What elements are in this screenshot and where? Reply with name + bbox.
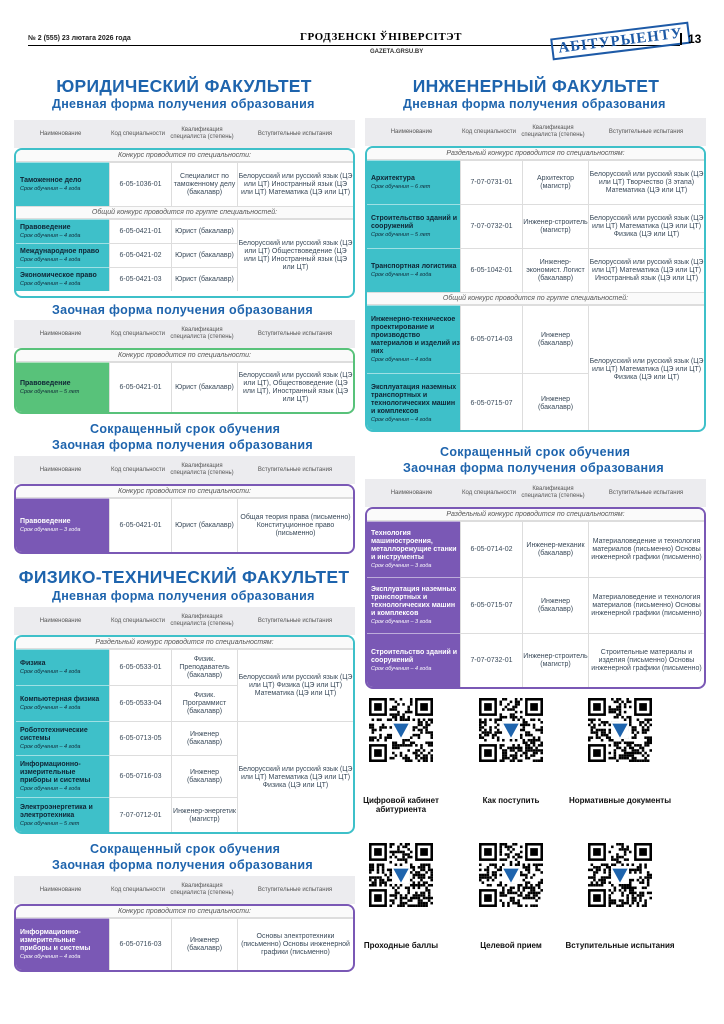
specialty-name: Таможенное дело Срок обучения – 4 года (16, 162, 109, 206)
qualification: Архитектор (магистр) (522, 160, 588, 204)
newspaper-name: ГРОДЗЕНСКІ ЎНІВЕРСІТЭТ (300, 31, 462, 43)
col-qual: Квалификация специалиста (степень) (170, 614, 234, 627)
specialty-name: Экономическое право Срок обучения – 4 года (16, 267, 109, 291)
qr-code[interactable] (588, 843, 652, 907)
qr-label: Цифровой кабинет абитуриента (363, 796, 439, 814)
qualification: Инженер-энергетик (магистр) (171, 797, 237, 833)
table-row (16, 219, 237, 243)
site-url: GAZETA.GRSU.BY (370, 49, 424, 55)
law-correspondence-title: Заочная форма получения образования (52, 303, 313, 317)
specialty-code: 7-07-0732-01 (460, 633, 522, 688)
specialty-name: Правоведение Срок обучения – 4 года (16, 219, 109, 243)
col-code: Код специальности (111, 330, 165, 337)
qualification: Инженер-строитель (магистр) (522, 633, 588, 688)
specialty-code: 6-05-0421-01 (109, 219, 171, 243)
col-name: Наименование (39, 886, 82, 893)
col-qual: Квалификация специалиста (степень) (170, 327, 234, 340)
contest-note: Раздельный конкурс проводится по специальностям: (367, 509, 704, 521)
specialty-code: 6-05-0713-05 (109, 721, 171, 755)
col-name: Наименование (39, 617, 82, 624)
col-name: Наименование (390, 489, 433, 496)
col-qual: Квалификация специалиста (степень) (170, 463, 234, 476)
table-row (16, 498, 353, 553)
specialty-code: 6-05-0715-07 (460, 373, 522, 432)
specialty-name: Эксплуатация наземных транспортных и технологических машин и комплексов Срок обучения – 3 года (367, 577, 460, 633)
table-row (16, 267, 237, 291)
specialty-name: Физика Срок обучения – 4 года (16, 649, 109, 685)
page-header (28, 25, 702, 58)
table-row (16, 685, 237, 721)
specialty-name: Правоведение Срок обучения – 3 года (16, 498, 109, 553)
qr-code[interactable] (479, 843, 543, 907)
table-row (16, 243, 237, 267)
entrance-exams: Основы электротехники (письменно) Основы инженерной графики (письменно) (237, 918, 353, 971)
col-code: Код специальности (462, 128, 516, 135)
eng-correspondence-title: Заочная форма получения образования (403, 461, 664, 475)
table-row (367, 160, 704, 204)
phys-short-table (14, 876, 355, 972)
specialty-code: 6-05-0716-03 (109, 755, 171, 797)
qualification: Инженер (бакалавр) (522, 305, 588, 373)
specialty-name: Правоведение Срок обучения – 5 лет (16, 362, 109, 413)
col-name: Наименование (39, 466, 82, 473)
entrance-exams: Белорусский или русский язык (ЦЭ или ЦТ) Математика (ЦЭ или ЦТ) Физика (ЦЭ или ЦТ) (588, 204, 704, 248)
phys-faculty-title: ФИЗИКО-ТЕХНИЧЕСКИЙ ФАКУЛЬТЕТ (18, 567, 350, 587)
contest-note: Конкурс проводится по специальности: (16, 350, 353, 362)
specialty-code: 6-05-0716-03 (109, 918, 171, 971)
table-row (367, 305, 588, 373)
col-exams: Вступительные испытания (608, 128, 684, 135)
col-exams: Вступительные испытания (257, 130, 333, 137)
table-row (367, 577, 704, 633)
qr-code[interactable] (479, 698, 543, 762)
eng-short-table (365, 479, 706, 689)
phys-day-form-title: Дневная форма получения образования (52, 589, 315, 603)
col-qual: Квалификация специалиста (степень) (170, 883, 234, 896)
entrance-exams: Строительные материалы и изделия (письменно) Основы инженерной графики (письменно) (588, 633, 704, 688)
table-row (16, 721, 237, 755)
table-row (16, 755, 237, 797)
specialty-name: Строительство зданий и сооружений Срок обучения – 4 года (367, 633, 460, 688)
col-exams: Вступительные испытания (257, 330, 333, 337)
eng-faculty-title: ИНЖЕНЕРНЫЙ ФАКУЛЬТЕТ (412, 76, 660, 96)
qualification: Юрист (бакалавр) (171, 267, 237, 291)
qualification: Физик. Преподаватель (бакалавр) (171, 649, 237, 685)
qr-code[interactable] (369, 843, 433, 907)
qualification: Инженер (бакалавр) (171, 918, 237, 971)
contest-note: Конкурс проводится по специальности: (16, 486, 353, 498)
specialty-name: Строительство зданий и сооружений Срок обучения – 5 лет (367, 204, 460, 248)
rubric-stamp: АБІТУРЫЕНТУ (550, 22, 691, 61)
specialty-name: Компьютерная физика Срок обучения – 4 года (16, 685, 109, 721)
entrance-exams: Материаловедение и технология материалов (письменно) Основы инженерной графики (письменно) (588, 521, 704, 577)
entrance-exams: Белорусский или русский язык (ЦЭ или ЦТ) Математика (ЦЭ или ЦТ) Физика (ЦЭ или ЦТ) (237, 721, 353, 833)
eng-day-table (365, 118, 706, 432)
qualification: Физик. Программист (бакалавр) (171, 685, 237, 721)
table-row (367, 373, 588, 432)
page-number: 13 (680, 33, 701, 45)
col-name: Наименование (39, 130, 82, 137)
contest-note: Раздельный конкурс проводится по специальностям: (16, 637, 353, 649)
col-qual: Квалификация специалиста (степень) (521, 125, 585, 138)
contest-note: Раздельный конкурс проводится по специальностям: (367, 148, 704, 160)
entrance-exams: Белорусский или русский язык (ЦЭ или ЦТ) Иностранный язык (ЦЭ или ЦТ) Математика (ЦЭ или ЦТ) (237, 162, 353, 206)
table-row (367, 248, 704, 292)
entrance-exams: Белорусский или русский язык (ЦЭ или ЦТ) Математика (ЦЭ или ЦТ) Иностранный язык (ЦЭ или ЦТ) (588, 248, 704, 292)
law-short-term-title: Сокращенный срок обучения (90, 422, 281, 436)
law-short-table (14, 456, 355, 553)
qualification: Юрист (бакалавр) (171, 243, 237, 267)
specialty-code: 6-05-0533-04 (109, 685, 171, 721)
qualification: Инженер-механик (бакалавр) (522, 521, 588, 577)
issue-info: № 2 (555) 23 лютага 2026 года (28, 35, 131, 42)
specialty-code: 7-07-0731-01 (460, 160, 522, 204)
eng-day-form-title: Дневная форма получения образования (403, 97, 666, 111)
qualification: Инженер (бакалавр) (171, 721, 237, 755)
specialty-name: Инженерно-техническое проектирование и производство материалов и изделий из них Срок обучения – 4 года (367, 305, 460, 373)
specialty-name: Международное право Срок обучения – 4 года (16, 243, 109, 267)
table-row-group (16, 219, 353, 291)
phys-day-table (14, 607, 355, 834)
col-qual: Квалификация специалиста (степень) (521, 486, 585, 499)
col-exams: Вступительные испытания (257, 617, 333, 624)
specialty-code: 6-05-0714-03 (460, 305, 522, 373)
entrance-exams: Белорусский или русский язык (ЦЭ или ЦТ) Физика (ЦЭ или ЦТ) Математика (ЦЭ или ЦТ) (237, 649, 353, 721)
table-row (16, 362, 353, 413)
table-row (367, 633, 704, 688)
table-row (16, 797, 237, 833)
qualification: Инженер (бакалавр) (522, 373, 588, 432)
specialty-name: Технология машиностроения, металлорежущие станки и инструменты Срок обучения – 3 года (367, 521, 460, 577)
qr-label: Нормативные документы (568, 796, 672, 805)
qualification: Инженер-экономист. Логист (бакалавр) (522, 248, 588, 292)
col-name: Наименование (390, 128, 433, 135)
contest-note: Общий конкурс проводится по группе специальностей: (367, 292, 704, 305)
eng-short-term-title: Сокращенный срок обучения (440, 445, 631, 459)
contest-note: Общий конкурс проводится по группе специальностей: (16, 206, 353, 219)
col-code: Код специальности (111, 617, 165, 624)
qualification: Специалист по таможенному делу (бакалавр) (171, 162, 237, 206)
qr-code[interactable] (588, 698, 652, 762)
table-row (16, 649, 237, 685)
col-exams: Вступительные испытания (257, 886, 333, 893)
col-exams: Вступительные испытания (608, 489, 684, 496)
col-name: Наименование (39, 330, 82, 337)
law-correspondence2-title: Заочная форма получения образования (52, 438, 313, 452)
contest-note: Конкурс проводится по специальности: (16, 150, 353, 162)
col-code: Код специальности (111, 886, 165, 893)
specialty-code: 6-05-0533-01 (109, 649, 171, 685)
law-correspondence-table (14, 320, 355, 413)
specialty-code: 6-05-1042-01 (460, 248, 522, 292)
qr-label: Проходные баллы (363, 941, 439, 950)
qr-label: Целевой прием (480, 941, 542, 950)
contest-note: Конкурс проводится по специальности: (16, 906, 353, 918)
entrance-exams: Белорусский или русский язык (ЦЭ или ЦТ) Творчество (3 этапа) Математика (ЦЭ или ЦТ) (588, 160, 704, 204)
qr-code[interactable] (369, 698, 433, 762)
specialty-code: 7-07-0712-01 (109, 797, 171, 833)
col-qual: Квалификация специалиста (степень) (170, 127, 234, 140)
table-row (16, 162, 353, 206)
specialty-code: 6-05-0421-01 (109, 498, 171, 553)
law-day-table (14, 120, 355, 298)
specialty-code: 6-05-1036-01 (109, 162, 171, 206)
phys-short-term-title: Сокращенный срок обучения (90, 842, 281, 856)
specialty-name: Эксплуатация наземных транспортных и технологических машин и комплексов Срок обучения – 4 года (367, 373, 460, 432)
entrance-exams: Белорусский или русский язык (ЦЭ или ЦТ) Обществоведение (ЦЭ или ЦТ) Иностранный язык (ЦЭ или ЦТ) (237, 219, 353, 291)
qr-label: Вступительные испытания (565, 941, 675, 950)
specialty-name: Электроэнергетика и электротехника Срок обучения – 5 лет (16, 797, 109, 833)
specialty-name: Архитектура Срок обучения – 6 лет (367, 160, 460, 204)
specialty-code: 6-05-0421-03 (109, 267, 171, 291)
col-code: Код специальности (462, 489, 516, 496)
qr-label: Как поступить (482, 796, 540, 805)
specialty-code: 6-05-0421-02 (109, 243, 171, 267)
table-row (367, 521, 704, 577)
specialty-name: Информационно-измерительные приборы и системы Срок обучения – 4 года (16, 755, 109, 797)
table-header (14, 120, 355, 148)
specialty-name: Информационно-измерительные приборы и системы Срок обучения – 4 года (16, 918, 109, 971)
specialty-code: 7-07-0732-01 (460, 204, 522, 248)
qualification: Юрист (бакалавр) (171, 219, 237, 243)
specialty-name: Транспортная логистика Срок обучения – 4 года (367, 248, 460, 292)
col-exams: Вступительные испытания (257, 466, 333, 473)
qualification: Юрист (бакалавр) (171, 498, 237, 553)
col-code: Код специальности (111, 130, 165, 137)
entrance-exams: Материаловедение и технология материалов (письменно) Основы инженерной графики (письменно) (588, 577, 704, 633)
specialty-code: 6-05-0714-02 (460, 521, 522, 577)
table-body (14, 148, 355, 298)
entrance-exams: Белорусский или русский язык (ЦЭ или ЦТ), Обществоведение (ЦЭ или ЦТ), Иностранный язык (ЦЭ или ЦТ) (237, 362, 353, 413)
qualification: Юрист (бакалавр) (171, 362, 237, 413)
specialty-code: 6-05-0421-01 (109, 362, 171, 413)
specialty-name: Робототехнические системы Срок обучения – 4 года (16, 721, 109, 755)
law-faculty-title: ЮРИДИЧЕСКИЙ ФАКУЛЬТЕТ (56, 76, 312, 96)
qualification: Инженер-строитель (магистр) (522, 204, 588, 248)
entrance-exams: Белорусский или русский язык (ЦЭ или ЦТ) Математика (ЦЭ или ЦТ) Физика (ЦЭ или ЦТ) (588, 305, 704, 432)
col-code: Код специальности (111, 466, 165, 473)
qualification: Инженер (бакалавр) (171, 755, 237, 797)
entrance-exams: Общая теория права (письменно) Конституционное право (письменно) (237, 498, 353, 553)
phys-correspondence-title: Заочная форма получения образования (52, 858, 313, 872)
table-row (367, 204, 704, 248)
table-row (16, 918, 353, 971)
qualification: Инженер (бакалавр) (522, 577, 588, 633)
specialty-code: 6-05-0715-07 (460, 577, 522, 633)
law-day-form-title: Дневная форма получения образования (52, 97, 315, 111)
